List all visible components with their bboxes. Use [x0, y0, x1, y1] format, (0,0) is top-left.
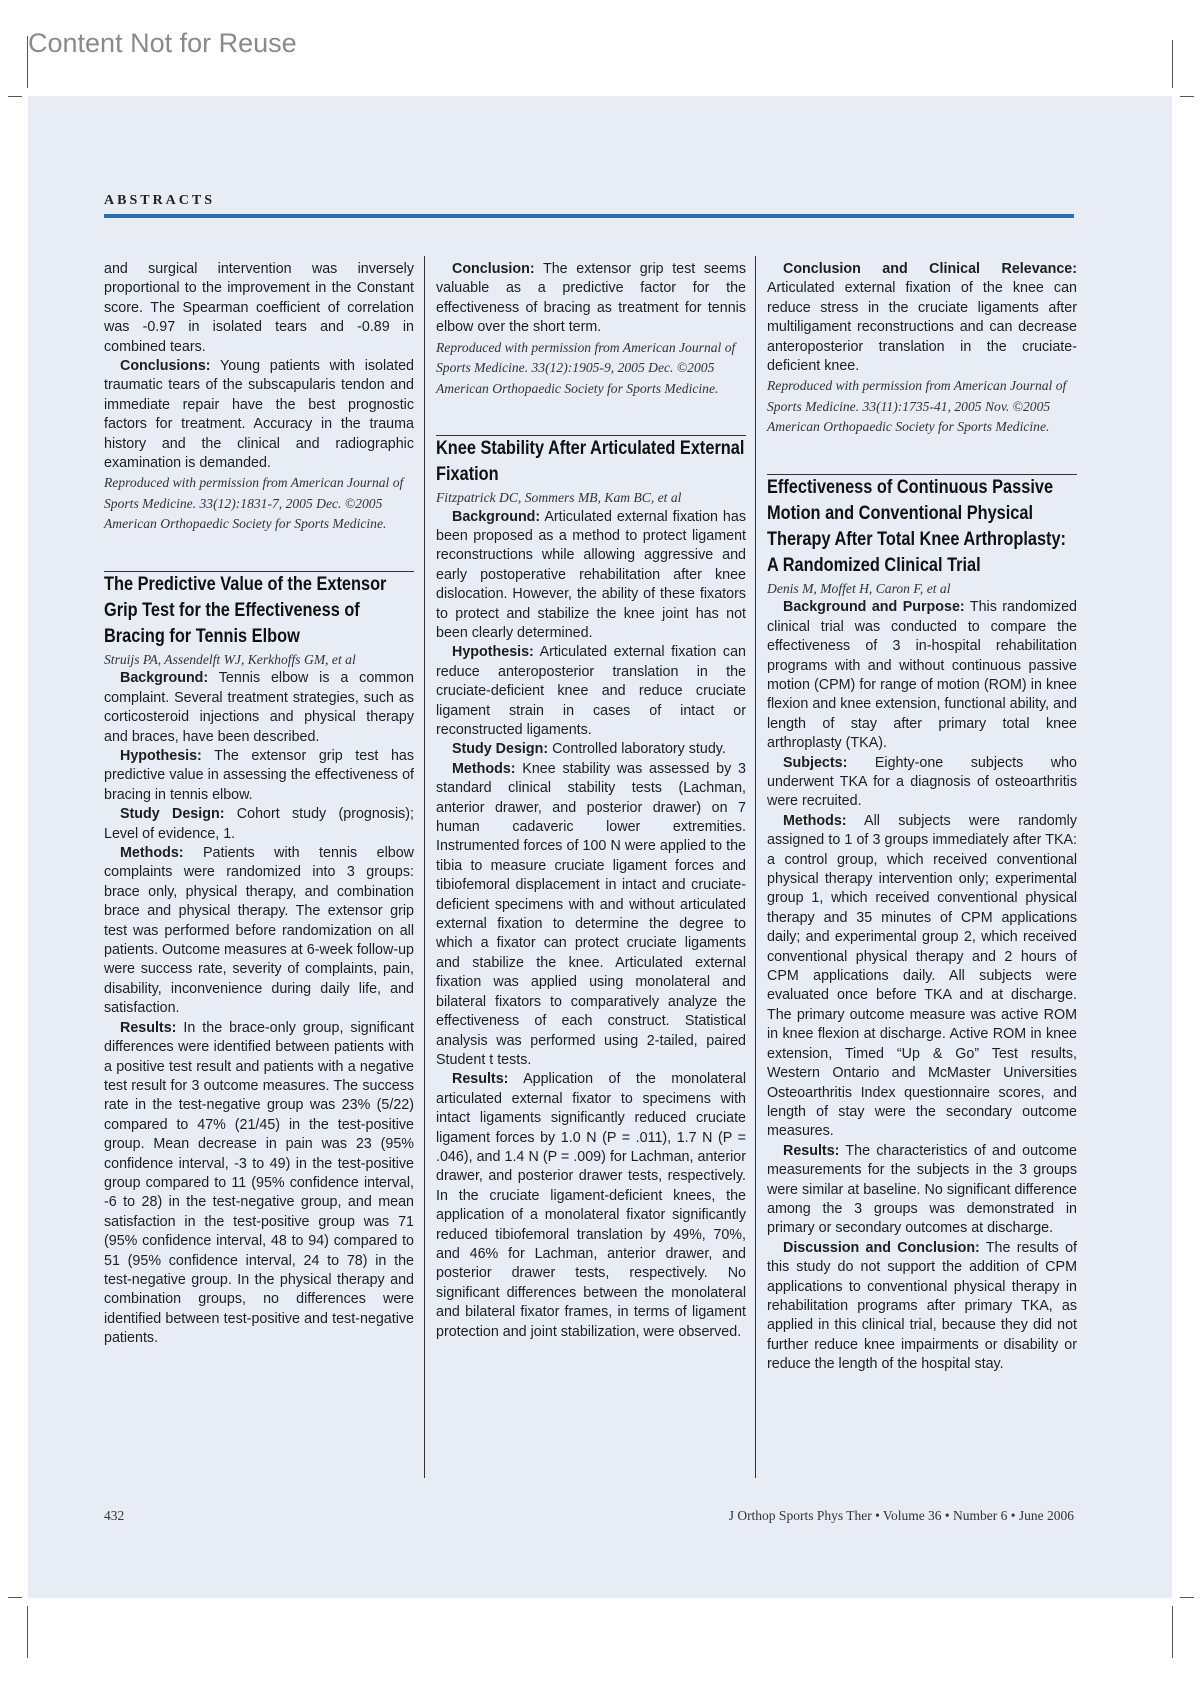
methods-paragraph	[767, 812, 1077, 1142]
hypothesis-paragraph	[436, 643, 746, 740]
study-design-label: Study Design:	[452, 741, 549, 758]
subjects-label: Subjects:	[783, 754, 848, 771]
header-rule	[104, 214, 1074, 218]
conclusion-label: Conclusion:	[452, 261, 535, 277]
column-divider-1	[424, 256, 425, 1478]
crop-mark-top-left-h	[8, 96, 22, 97]
column-divider-2	[755, 256, 756, 1478]
conclusion-text: The extensor grip test seems valuable as a predictive factor for the effectiveness of bracing as treatment for tennis elbow over the short term.	[436, 261, 746, 336]
journal-citation: J Orthop Sports Phys Ther • Volume 36 • Number 6 • June 2006	[728, 1508, 1074, 1523]
methods-text: Patients with tennis elbow complaints were randomized into 3 groups: brace only, physical therapy, and combination brace and physical therapy. The extensor grip test was performed before randomization on all patients. Outcome measures at 6-week follow-up were success rate, severity of complaints, pain, disability, inconvenience during daily life, and satisfaction.	[104, 845, 414, 1017]
results-text: In the brace-only group, significant differences were identified between patients with a positive test result and patients with a negative test result for 3 outcome measures. The success rate in the test-negative group was 23% (5/22) compared to 47% (21/45) in the test-positive group. Mean decrease in pain was 23 (95% confidence interval, -3 to 49) in the test-positive group compared to 11 (95% confidence interval, -6 to 28) in the test-negative group, and mean satisfaction in the test-positive group was 71 (95% confidence interval, 48 to 94) compared to 51 (95% confidence interval, 24 to 78) in the test-negative group. In the physical therapy and combination groups, no differences were identified between test-positive and test-negative patients.	[104, 1019, 414, 1347]
conclusion-text: Articulated external fixation of the knee can reduce stress in the cruciate ligaments after multiligament reconstructions and can decrease anteroposterior translation in the cruciate-deficient knee.	[767, 280, 1077, 375]
column-1	[104, 260, 414, 1349]
abstract-continuation: and surgical intervention was inversely proportional to the improvement in the Constant score. The Spearman coefficient of correlation was -0.97 in isolated tears and -0.89 in combined tears.	[104, 261, 414, 355]
hypothesis-text: Articulated external fixation can reduce anteroposterior translation in the cruciate-deficient knee and reduce cruciate ligament strain in cases of intact or reconstructed ligaments.	[436, 644, 746, 738]
crop-mark-top-right-v	[1172, 40, 1173, 88]
reproduction-notice: Reproduced with permission from American Journal of Sports Medicine. 33(11):1735-41, 2005 Nov. ©2005 American Orthopaedic Society for Sports Medicine.	[767, 378, 1067, 435]
article-title: Knee Stability After Articulated External Fixation	[436, 438, 745, 486]
subjects-paragraph	[767, 754, 1077, 812]
study-design-text: Cohort study (prognosis); Level of evidence, 1.	[104, 806, 414, 842]
conclusions-text: Young patients with isolated traumatic tears of the subscapularis tendon and immediate repair have the best prognostic factors for treatment. Accuracy in the trauma history and the clinical and radiographic examination is demanded.	[104, 358, 414, 472]
conclusion-label: Conclusion and Clinical Relevance:	[783, 261, 1077, 277]
results-text: The characteristics of and outcome measurements for the subjects in the 3 groups were similar at baseline. No significant difference among the 3 groups was demonstrated in primary or secondary outcomes at discharge.	[767, 1142, 1077, 1237]
results-text: Application of the monolateral articulated external fixator to specimens with intact ligaments significantly reduced cruciate ligament forces by 1.0 N (P = .011), 1.7 N (P = .046), and 1.4 N (P = .009) for Lachman, anterior drawer, and posterior drawer tests, respectively. In the cruciate ligament-deficient knees, the application of a monolateral fixator significantly reduced tibiofemoral translation by 49%, 70%, and 46% for Lachman, anterior drawer, and posterior drawer tests, respectively. No significant differences between the monolateral and bilateral fixator frames, in terms of ligament protection and joint stabilization, were observed.	[436, 1071, 746, 1340]
hypothesis-text: The extensor grip test has predictive value in assessing the effectiveness of bracing in tennis elbow.	[104, 748, 414, 803]
reproduction-notice: Reproduced with permission from American Journal of Sports Medicine. 33(12):1831-7, 2005 Dec. ©2005 American Orthopaedic Society for Sports Medicine.	[104, 475, 404, 532]
reproduction-notice: Reproduced with permission from American Journal of Sports Medicine. 33(12):1905-9, 2005 Dec. ©2005 American Orthopaedic Society for Sports Medicine.	[436, 339, 736, 396]
background-label: Background:	[452, 508, 541, 525]
methods-label: Methods:	[120, 845, 184, 862]
subjects-text: Eighty-one subjects who underwent TKA for a diagnosis of osteoarthritis were recruited.	[767, 754, 1077, 810]
crop-mark-bottom-right-h	[1180, 1597, 1194, 1598]
crop-mark-bottom-left-v	[27, 1606, 28, 1658]
background-text: Articulated external fixation has been proposed as a method to protect ligament reconstructions while allowing aggressive and early postoperative rehabilitation after knee dislocation. However, the ability of these fixators to protect and stabilize the knee joint has not been clearly determined.	[436, 508, 746, 641]
section-heading: ABSTRACTS	[104, 193, 216, 208]
methods-paragraph	[436, 760, 746, 1071]
discussion-paragraph	[767, 1239, 1077, 1375]
purpose-text: This randomized clinical trial was conducted to compare the effectiveness of 3 in-hospital rehabilitation programs with and without continuous passive motion (CPM) for range of motion (ROM) in knee flexion and knee extension, functional ability, and length of stay after primary total knee arthroplasty (TKA).	[767, 599, 1077, 752]
results-label: Results:	[783, 1142, 840, 1159]
hypothesis-paragraph	[104, 747, 414, 805]
article-title: Effectiveness of Continuous Passive Motion and Conventional Physical Therapy After Total Knee Arthroplasty: A Randomized Clinical Trial	[767, 476, 1067, 576]
results-paragraph	[436, 1070, 746, 1342]
purpose-label: Background and Purpose:	[783, 599, 965, 616]
hypothesis-label: Hypothesis:	[452, 644, 534, 661]
watermark: Content Not for Reuse	[28, 28, 297, 58]
results-paragraph	[104, 1019, 414, 1349]
discussion-text: The results of this study do not support the addition of CPM applications to conventional physical therapy in rehabilitation programs after primary TKA, as applied in this clinical trial, because they did not further reduce knee impairments or disability or reduce the length of the hospital stay.	[767, 1239, 1078, 1373]
purpose-paragraph	[767, 598, 1077, 753]
results-label: Results:	[452, 1071, 509, 1088]
crop-mark-bottom-right-v	[1172, 1606, 1173, 1658]
results-label: Results:	[120, 1019, 177, 1036]
article-authors: Struijs PA, Assendelft WJ, Kerkhoffs GM, et al	[104, 651, 356, 667]
background-paragraph	[104, 669, 414, 747]
results-paragraph	[767, 1142, 1077, 1239]
background-text: Tennis elbow is a common complaint. Several treatment strategies, such as corticosteroid injections and physical therapy and braces, have been described.	[104, 670, 414, 745]
methods-paragraph	[104, 844, 414, 1019]
column-3	[767, 260, 1077, 1375]
page-number: 432	[104, 1508, 125, 1523]
methods-text: Knee stability was assessed by 3 standard clinical stability tests (Lachman, anterior drawer, and posterior drawer) on 7 human cadaveric lower extremities. Instrumented forces of 100 N were applied to the tibia to measure cruciate ligament forces and tibiofemoral displacement in intact and cruciate-deficient specimens with and without articulated external fixation to determine the degree to which a fixator can protect cruciate ligaments and stabilize the knee. Articulated external fixation was applied using monolateral and bilateral fixators to comparatively analyze the effectiveness of each construct. Statistical analysis was performed using 2-tailed, paired Student t tests.	[436, 760, 746, 1068]
background-label: Background:	[120, 670, 209, 687]
conclusions-label: Conclusions:	[120, 358, 211, 375]
conclusion-paragraph	[436, 260, 746, 338]
conclusion-paragraph	[767, 260, 1077, 376]
article-authors: Denis M, Moffet H, Caron F, et al	[767, 580, 951, 596]
methods-label: Methods:	[783, 812, 847, 829]
crop-mark-bottom-left-h	[8, 1597, 22, 1598]
study-design-text: Controlled laboratory study.	[548, 741, 726, 758]
study-design-paragraph	[436, 740, 746, 759]
conclusions-paragraph	[104, 357, 414, 473]
article-authors: Fitzpatrick DC, Sommers MB, Kam BC, et al	[436, 490, 682, 506]
hypothesis-label: Hypothesis:	[120, 748, 202, 764]
discussion-label: Discussion and Conclusion:	[783, 1239, 980, 1256]
crop-mark-top-left-v	[27, 36, 28, 88]
methods-text: All subjects were randomly assigned to 1 of 3 groups immediately after TKA: a control group, which received conventional physical therapy intervention only; experimental group 1, which received conventional physical therapy and 35 minutes of CPM applications daily; and experimental group 2, which received conventional physical therapy and 2 hours of CPM applications daily. All subjects were evaluated once before TKA and at discharge. The primary outcome measure was active ROM in knee flexion at discharge. Active ROM in knee extension, Timed “Up & Go” Test results, Western Ontario and McMaster Universities Osteoarthritis Index questionnaire scores, and length of stay were the secondary outcome measures.	[767, 812, 1077, 1140]
column-2	[436, 260, 746, 1342]
study-design-paragraph	[104, 805, 414, 844]
background-paragraph	[436, 508, 746, 644]
study-design-label: Study Design:	[120, 806, 225, 823]
article-title: The Predictive Value of the Extensor Grip Test for the Effectiveness of Bracing for Tennis Elbow	[104, 573, 387, 647]
methods-label: Methods:	[452, 760, 516, 777]
crop-mark-top-right-h	[1180, 96, 1194, 97]
